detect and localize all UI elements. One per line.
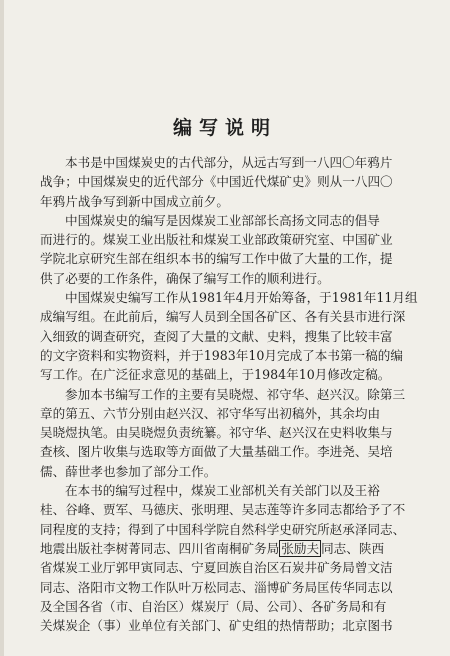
text-line: 查核、图片收集与选取等方面做了大量基础工作。李进尧、吴培 — [40, 444, 393, 460]
text-line — [40, 539, 425, 558]
paragraph-timeline — [40, 288, 425, 384]
paragraph-authors — [40, 385, 425, 481]
text-line: 章的第五、六节分别由赵兴汉、祁守华写出初稿外，其余均由 — [40, 405, 381, 421]
text-line: 本书是中国煤炭史的古代部分，从远古写到一八四〇年鸦片 — [65, 155, 393, 170]
text-line: 年鸦片战争写到新中国成立前夕。 — [40, 193, 229, 209]
text-line: 成编写组。在此前后，编写人员到全国各矿区、各有关县市进行深 — [40, 309, 406, 325]
boxed-name: 张励夫 — [281, 540, 320, 556]
text-line: 同程度的支持；得到了中国科学院自然科学史研究所赵承泽同志、 — [40, 521, 406, 537]
text-line: 关煤炭企（事）业单位有关部门、矿史组的热情帮助；北京图书 — [40, 618, 393, 634]
page-edge-shadow — [0, 0, 4, 656]
text-line: 同志、洛阳市文物工作队叶万松同志、淄博矿务局匡传华同志以 — [40, 579, 393, 595]
text-line: 中国煤炭史编写工作从1981年4月开始筹备，于1981年11月组 — [65, 290, 418, 306]
text-line: 入细致的调查研究，查阅了大量的文献、史料，搜集了比较丰富 — [40, 328, 393, 344]
text-line: 及全国各省（市、自治区）煤炭厅（局、公司）、各矿务局和有 — [40, 598, 387, 614]
text-line: 省煤炭工业厅郭甲寅同志、宁夏回族自治区石炭井矿务局曾文洁 — [40, 560, 393, 576]
paragraph-origin — [40, 211, 425, 288]
text-segment: 地震出版社李树菁同志、四川省南桐矿务局 — [40, 540, 280, 556]
text-line: 在本书的编写过程中，煤炭工业部机关有关部门以及王裕 — [65, 483, 380, 499]
paragraph-acknowledgements — [40, 481, 425, 635]
text-line: 桂、谷峰、贾军、马德庆、张明理、吴志莲等许多同志都给予了不 — [40, 502, 406, 518]
page-title: 编写说明 — [172, 117, 277, 139]
text-segment: 同志、陕西 — [321, 540, 385, 556]
text-line: 参加本书编写工作的主要有吴晓煜、祁守华、赵兴汉。除第三 — [65, 386, 406, 402]
paragraph-scope — [40, 153, 425, 211]
text-line: 而进行的。煤炭工业出版社和煤炭工业部政策研究室、中国矿业 — [40, 232, 393, 248]
text-line: 的文字资料和实物资料，并于1983年10月完成了本书第一稿的编 — [40, 347, 403, 363]
text-line: 中国煤炭史的编写是因煤炭工业部部长高扬文同志的倡导 — [65, 212, 380, 228]
body-text — [40, 153, 425, 635]
text-line: 吴晓煜执笔。由吴晓煜负责统纂。祁守华、赵兴汉在史料收集与 — [40, 425, 393, 441]
text-line: 学院北京研究生部在组织本书的编写工作中做了大量的工作，提 — [40, 251, 393, 267]
text-line: 供了必要的工作条件，确保了编写工作的顺利进行。 — [40, 270, 330, 286]
text-line: 儒、薛世孝也参加了部分工作。 — [40, 463, 217, 479]
text-line: 战争；中国煤炭史的近代部分《中国近代煤矿史》则从一八四〇 — [40, 174, 393, 190]
text-line: 写工作。在广泛征求意见的基础上，于1984年10月修改定稿。 — [40, 367, 391, 383]
